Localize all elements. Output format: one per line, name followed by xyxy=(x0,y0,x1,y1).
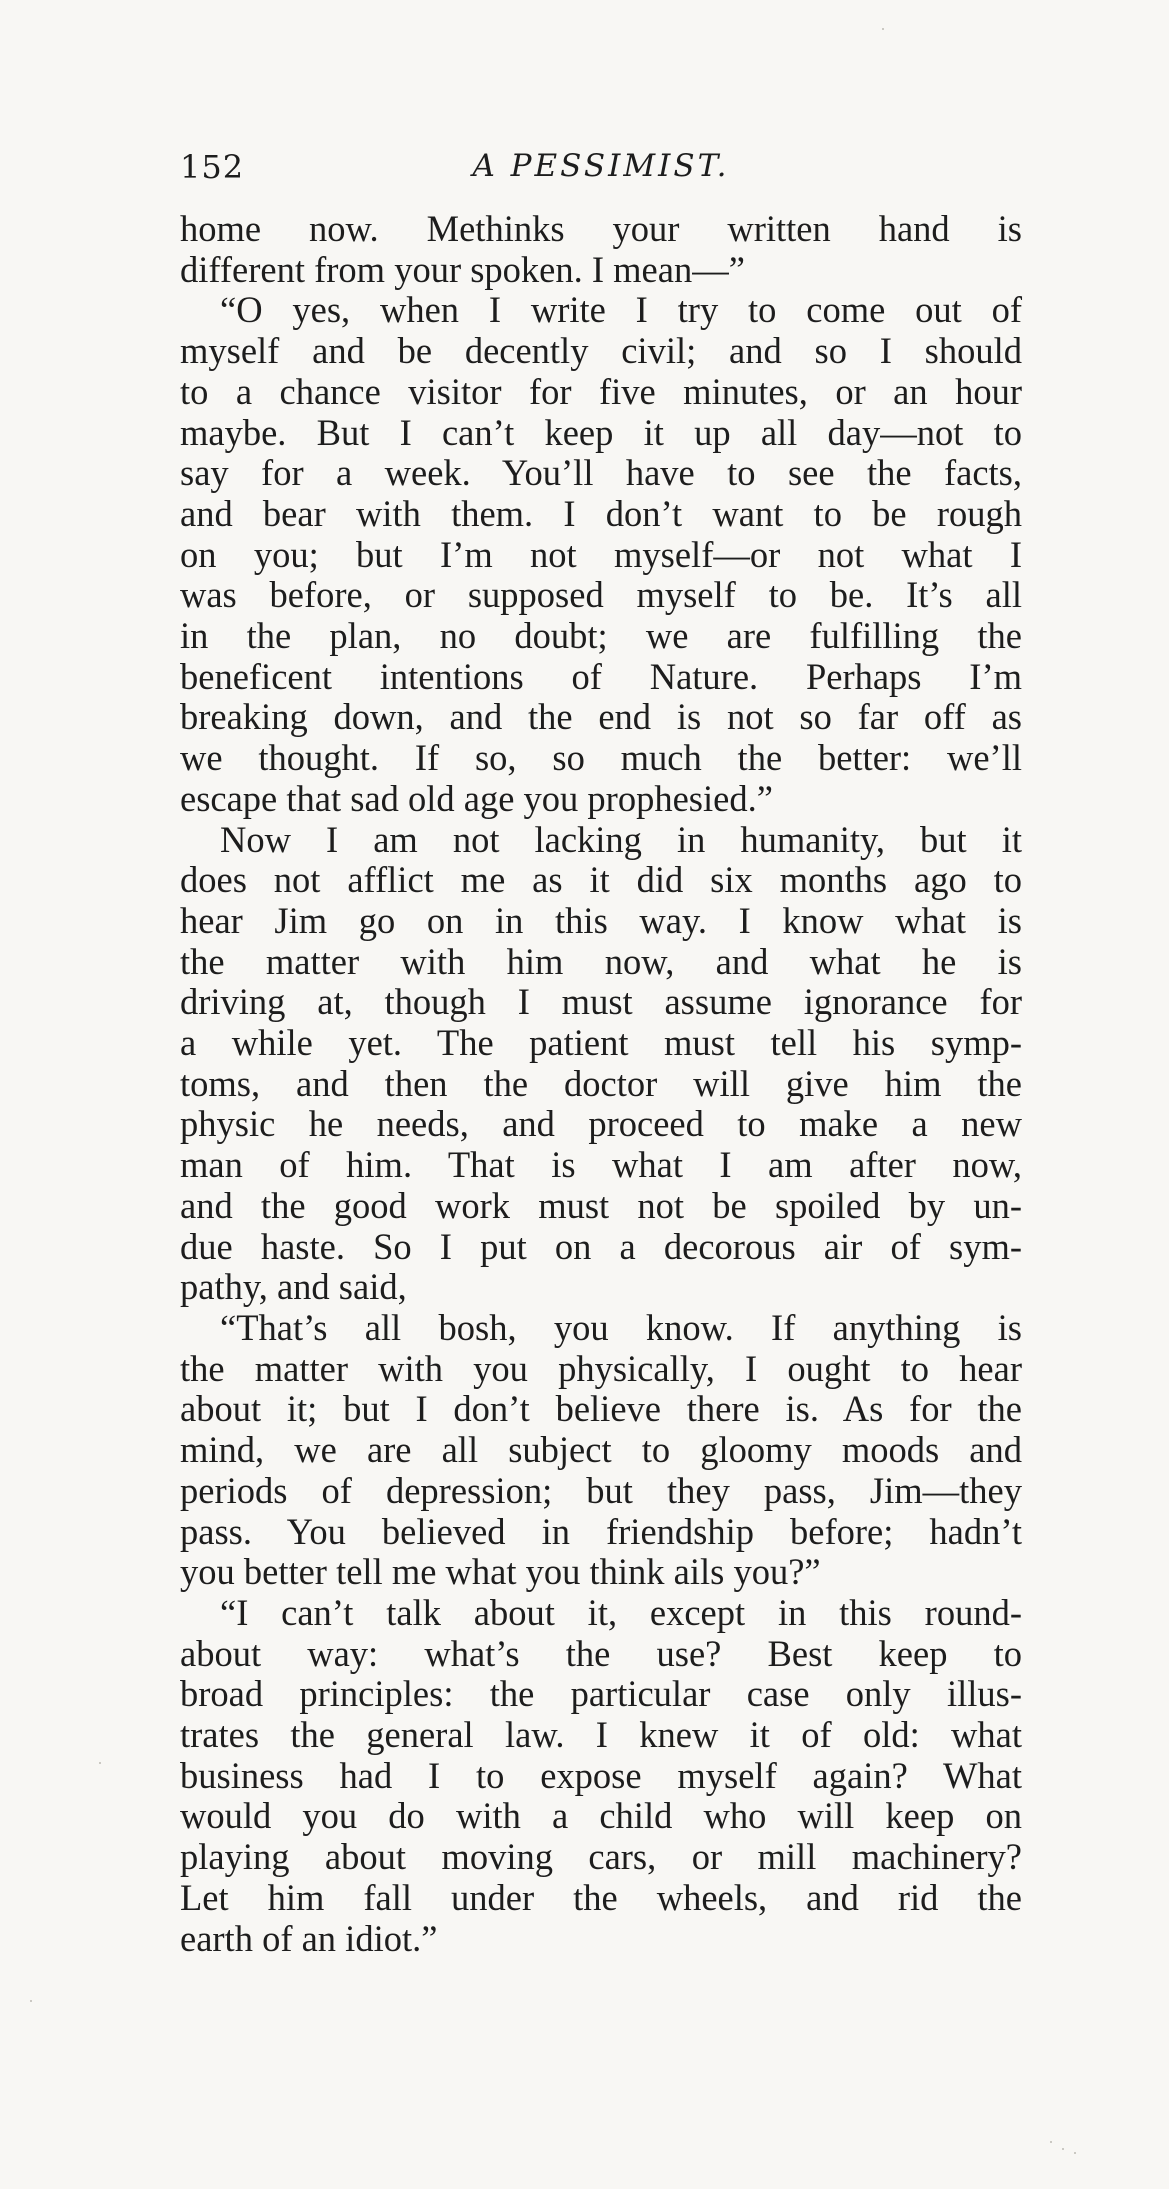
text-line: and the good work must not be spoiled by un- xyxy=(180,1184,1022,1226)
paragraph-2 xyxy=(180,290,1022,819)
text-line: does not afflict me as it did six months ago to xyxy=(180,859,1022,901)
text-line: business had I to expose myself again? What xyxy=(180,1754,1022,1796)
text-line: periods of depression; but they pass, Jim—they xyxy=(180,1469,1022,1511)
text-line: “That’s all bosh, you know. If anything is xyxy=(220,1306,1022,1348)
text-line: different from your spoken. I mean—” xyxy=(180,248,745,290)
text-line: Let him fall under the wheels, and rid the xyxy=(180,1876,1022,1918)
text-line: in the plan, no doubt; we are fulfilling the xyxy=(180,615,1022,657)
paper-speck xyxy=(99,1762,101,1764)
paper-speck xyxy=(882,28,884,30)
text-line: would you do with a child who will keep on xyxy=(180,1795,1022,1837)
text-line: breaking down, and the end is not so far off as xyxy=(180,696,1022,738)
paper-speck xyxy=(1062,2148,1064,2150)
text-line: on you; but I’m not myself—or not what I xyxy=(180,533,1022,575)
paper-speck xyxy=(30,2000,32,2002)
text-line: Now I am not lacking in humanity, but it xyxy=(220,818,1022,860)
paragraph-1 xyxy=(180,209,1022,290)
text-line: pass. You believed in friendship before; hadn’t xyxy=(180,1510,1022,1552)
text-line: beneficent intentions of Nature. Perhaps I’m xyxy=(180,655,1022,697)
text-line: hear Jim go on in this way. I know what is xyxy=(180,899,1022,941)
text-line: escape that sad old age you prophesied.” xyxy=(180,777,773,819)
text-line: toms, and then the doctor will give him the xyxy=(180,1062,1022,1104)
text-line: physic he needs, and proceed to make a new xyxy=(180,1103,1022,1145)
text-line: “I can’t talk about it, except in this round- xyxy=(220,1591,1022,1633)
text-line: about it; but I don’t believe there is. As for the xyxy=(180,1388,1022,1430)
running-title: A PESSIMIST. xyxy=(472,148,730,184)
running-head xyxy=(180,148,1022,194)
text-line: you better tell me what you think ails you?” xyxy=(180,1551,821,1593)
paragraph-5 xyxy=(180,1593,1022,1959)
text-line: we thought. If so, so much the better: we’ll xyxy=(180,737,1022,779)
text-line: trates the general law. I knew it of old: what xyxy=(180,1714,1022,1756)
paper-speck xyxy=(1050,2141,1052,2143)
page-number: 152 xyxy=(180,148,245,186)
text-line: was before, or supposed myself to be. It’s all xyxy=(180,574,1022,616)
text-line: the matter with you physically, I ought to hear xyxy=(180,1347,1022,1389)
paragraph-3 xyxy=(180,820,1022,1308)
text-line: earth of an idiot.” xyxy=(180,1917,438,1959)
text-line: and bear with them. I don’t want to be rough xyxy=(180,492,1022,534)
text-line: broad principles: the particular case only illus- xyxy=(180,1673,1022,1715)
text-line: home now. Methinks your written hand is xyxy=(180,208,1022,249)
text-line: “O yes, when I write I try to come out of xyxy=(220,289,1022,331)
text-line: due haste. So I put on a decorous air of sym- xyxy=(180,1225,1022,1267)
paper-speck xyxy=(1074,2152,1076,2154)
text-line: to a chance visitor for five minutes, or an hour xyxy=(180,370,1022,412)
text-line: man of him. That is what I am after now, xyxy=(180,1144,1022,1186)
text-line: the matter with him now, and what he is xyxy=(180,940,1022,982)
text-line: mind, we are all subject to gloomy moods and xyxy=(180,1429,1022,1471)
paragraph-4 xyxy=(180,1308,1022,1593)
text-line: say for a week. You’ll have to see the facts, xyxy=(180,452,1022,494)
text-line: myself and be decently civil; and so I should xyxy=(180,330,1022,372)
text-line: playing about moving cars, or mill machinery? xyxy=(180,1836,1022,1878)
text-line: pathy, and said, xyxy=(180,1266,407,1308)
text-line: a while yet. The patient must tell his symp- xyxy=(180,1022,1022,1064)
body-text xyxy=(180,209,1022,1959)
text-line: about way: what’s the use? Best keep to xyxy=(180,1632,1022,1674)
text-line: maybe. But I can’t keep it up all day—not to xyxy=(180,411,1022,453)
text-line: driving at, though I must assume ignorance for xyxy=(180,981,1022,1023)
